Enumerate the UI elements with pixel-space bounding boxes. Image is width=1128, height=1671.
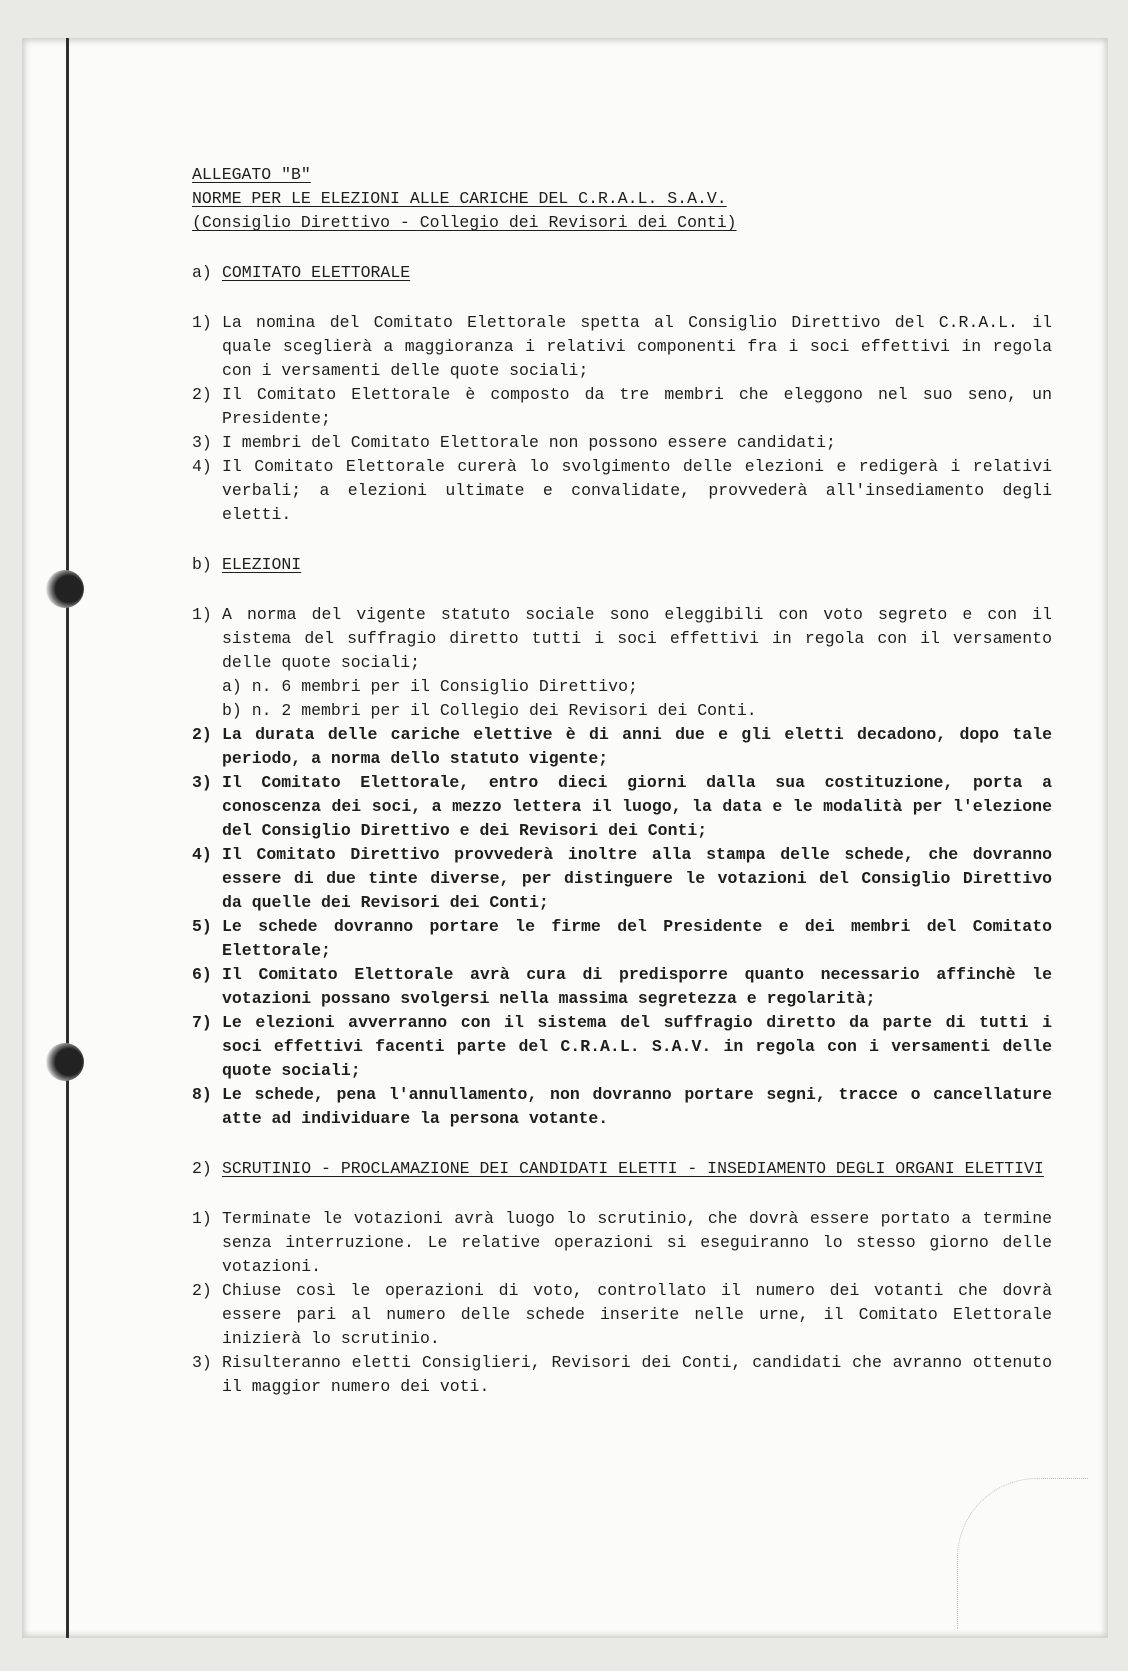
- item-text: La durata delle cariche elettive è di anni due e gli eletti decadono, dopo tale periodo, a norma dello statuto vigente;: [222, 725, 1052, 768]
- item-number: 5): [192, 917, 212, 936]
- item-number: 4): [192, 457, 212, 476]
- item-text: Chiuse così le operazioni di voto, controllato il numero dei votanti che dovrà essere pari al numero delle schede inserite nelle urne, il Comitato Elettorale inizierà lo scrutinio.: [222, 1281, 1052, 1348]
- item-text: Le elezioni avverranno con il sistema del suffragio diretto da parte di tutti i soci effettivi facenti parte del C.R.A.L. S.A.V. in regola con i versamenti delle quote sociali;: [222, 1013, 1052, 1080]
- list-item: [192, 1083, 1052, 1131]
- section-b-mark: b): [192, 555, 212, 574]
- section-a-mark: a): [192, 263, 212, 282]
- section-c-list: [192, 1207, 1052, 1399]
- item-number: 2): [192, 1281, 212, 1300]
- list-item: [192, 963, 1052, 1011]
- item-text: Le schede, pena l'annullamento, non dovranno portare segni, tracce o cancellature atte ad individuare la persona votante.: [222, 1085, 1052, 1128]
- stamp-trace: [957, 1478, 1088, 1629]
- list-item: [192, 843, 1052, 915]
- item-number: 2): [192, 385, 212, 404]
- list-item: [192, 431, 1052, 455]
- section-a-list: [192, 311, 1052, 527]
- item-body: [222, 603, 1052, 723]
- section-c-title: SCRUTINIO - PROCLAMAZIONE DEI CANDIDATI ELETTI - INSEDIAMENTO DEGLI ORGANI ELETTIVI: [222, 1159, 1044, 1178]
- item-text: Le schede dovranno portare le firme del Presidente e dei membri del Comitato Elettorale;: [222, 917, 1052, 960]
- section-b-heading: [192, 553, 1052, 577]
- list-item: [192, 603, 1052, 723]
- item-number: 2): [192, 725, 212, 744]
- item-number: 8): [192, 1085, 212, 1104]
- section-b-list: [192, 603, 1052, 1131]
- item-number: 6): [192, 965, 212, 984]
- list-item: [192, 383, 1052, 431]
- item-text: La nomina del Comitato Elettorale spetta al Consiglio Direttivo del C.R.A.L. il quale sceglierà a maggioranza i relativi componenti fra i soci effettivi in regola con i versamenti delle quote sociali;: [222, 313, 1052, 380]
- item-text: Il Comitato Direttivo provvederà inoltre alla stampa delle schede, che dovranno essere di due tinte diverse, per distinguere le votazioni del Consiglio Direttivo da quelle dei Revisori dei Conti;: [222, 845, 1052, 912]
- document-subtitle: (Consiglio Direttivo - Collegio dei Revisori dei Conti): [192, 213, 737, 232]
- item-number: 1): [192, 1209, 212, 1228]
- document-header: [192, 163, 1052, 235]
- list-item: [192, 723, 1052, 771]
- list-item: [192, 1207, 1052, 1279]
- item-number: 4): [192, 845, 212, 864]
- section-b-title: ELEZIONI: [222, 555, 302, 574]
- list-item: [192, 1279, 1052, 1351]
- section-c-mark: 2): [192, 1159, 212, 1178]
- item-number: 1): [192, 605, 212, 624]
- document-title: NORME PER LE ELEZIONI ALLE CARICHE DEL C.R.A.L. S.A.V.: [192, 189, 727, 208]
- item-text: Il Comitato Elettorale avrà cura di predisporre quanto necessario affinchè le votazioni possano svolgersi nella massima segretezza e regolarità;: [222, 965, 1052, 1008]
- item-number: 7): [192, 1013, 212, 1032]
- punch-hole-bottom: [46, 1043, 84, 1081]
- item-text: Il Comitato Elettorale, entro dieci giorni dalla sua costituzione, porta a conoscenza dei soci, a mezzo lettera il luogo, la data e le modalità per l'elezione del Consiglio Direttivo e dei Revisori dei Conti;: [222, 773, 1052, 840]
- list-item: [192, 771, 1052, 843]
- section-a-title: COMITATO ELETTORALE: [222, 263, 411, 282]
- item-text: Il Comitato Elettorale è composto da tre membri che eleggono nel suo seno, un Presidente;: [222, 385, 1052, 428]
- item-text: I membri del Comitato Elettorale non possono essere candidati;: [222, 433, 836, 452]
- section-c-heading: [192, 1157, 1052, 1181]
- list-item: [192, 1351, 1052, 1399]
- sub-item-b: b) n. 2 membri per il Collegio dei Revisori dei Conti.: [222, 701, 757, 720]
- binding-margin-line: [66, 38, 69, 1638]
- item-number: 3): [192, 773, 212, 792]
- item-number: 1): [192, 313, 212, 332]
- list-item: [192, 311, 1052, 383]
- item-text: Il Comitato Elettorale curerà lo svolgimento delle elezioni e redigerà i relativi verbali; a elezioni ultimate e convalidate, provvederà all'insediamento degli eletti.: [222, 457, 1052, 524]
- punch-hole-top: [46, 570, 84, 608]
- list-item: [192, 1011, 1052, 1083]
- item-text: Risulteranno eletti Consiglieri, Revisori dei Conti, candidati che avranno ottenuto il maggior numero dei voti.: [222, 1353, 1052, 1396]
- attachment-label: ALLEGATO "B": [192, 165, 311, 184]
- item-number: 3): [192, 433, 212, 452]
- document-page: [22, 38, 1108, 1638]
- section-a-heading: [192, 261, 1052, 285]
- item-number: 3): [192, 1353, 212, 1372]
- item-text: Terminate le votazioni avrà luogo lo scrutinio, che dovrà essere portato a termine senza interruzione. Le relative operazioni si eseguiranno lo stesso giorno delle votazioni.: [222, 1209, 1052, 1276]
- list-item: [192, 915, 1052, 963]
- document-body: [192, 163, 1052, 1399]
- list-item: [192, 455, 1052, 527]
- item-text: A norma del vigente statuto sociale sono eleggibili con voto segreto e con il sistema del suffragio diretto tutti i soci effettivi in regola con il versamento delle quote sociali;: [222, 605, 1052, 672]
- sub-item-a: a) n. 6 membri per il Consiglio Direttivo;: [222, 677, 638, 696]
